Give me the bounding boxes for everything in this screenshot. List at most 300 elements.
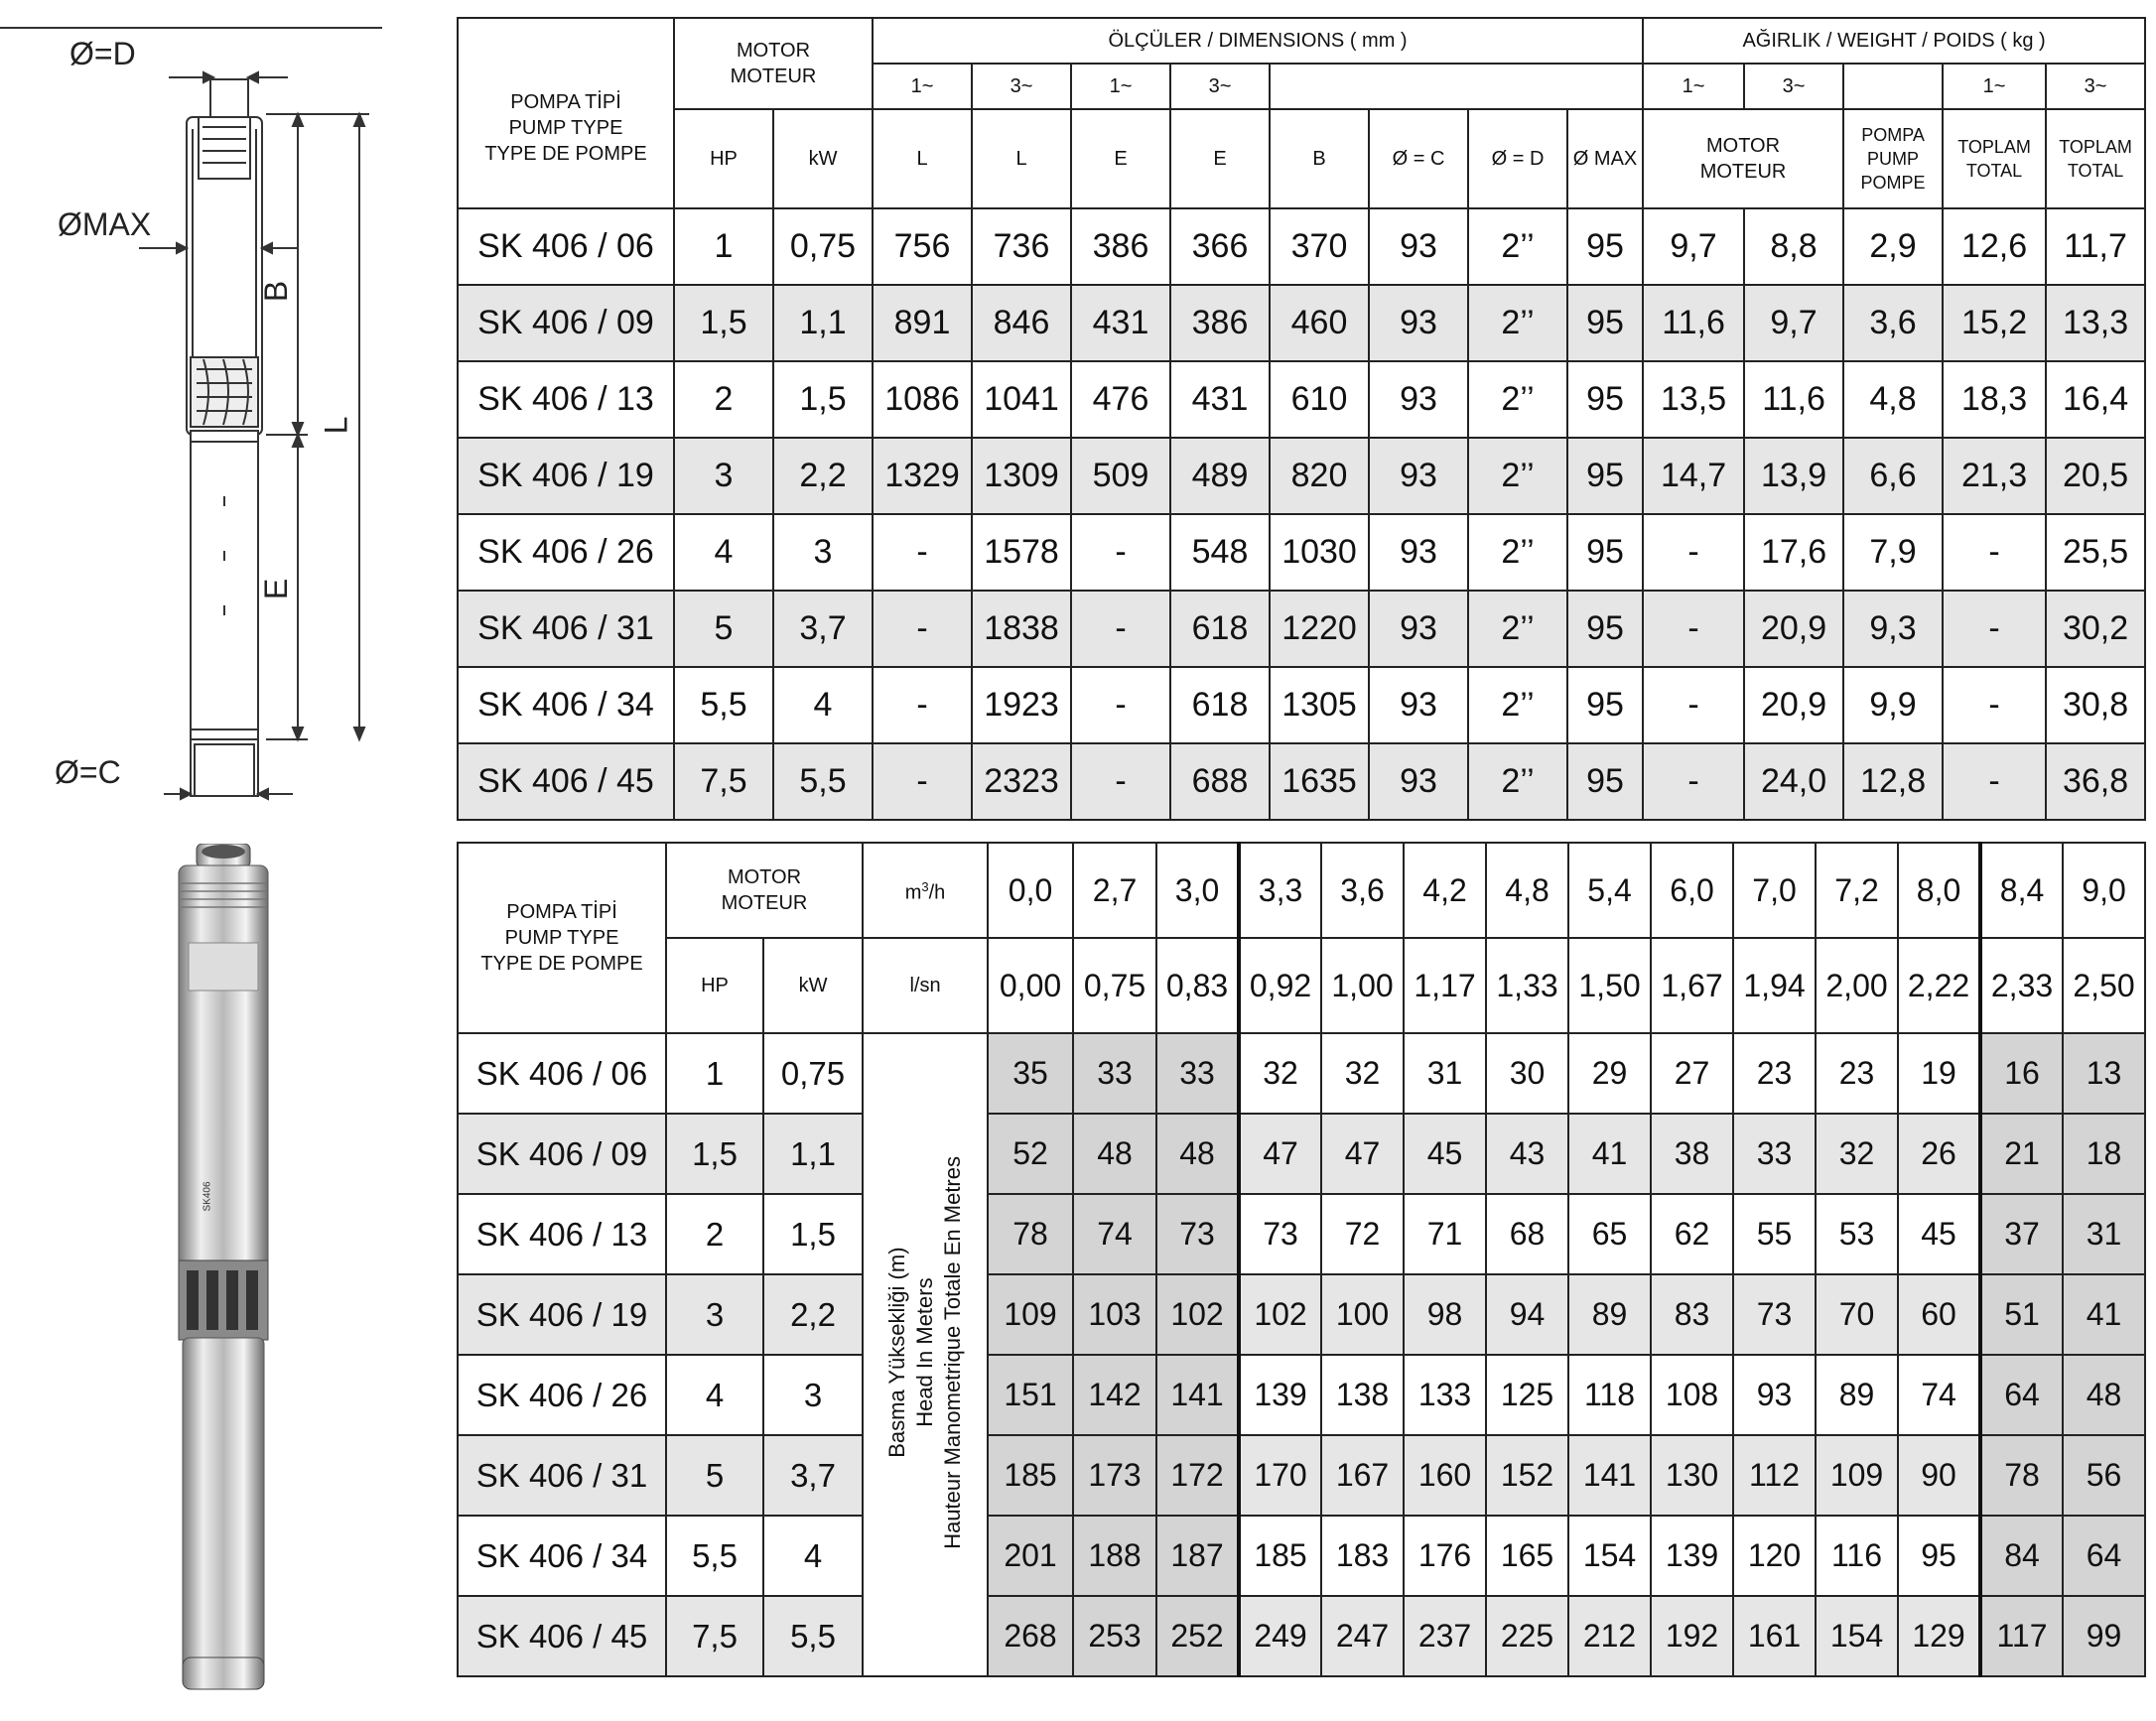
head-value-cell: 103 xyxy=(1073,1274,1156,1355)
value-cell: 1635 xyxy=(1270,743,1369,820)
head-value-cell: 112 xyxy=(1733,1435,1816,1516)
head-value-cell: 78 xyxy=(988,1194,1073,1274)
head-value-cell: 89 xyxy=(1568,1274,1651,1355)
flow-m3h-cell: 3,0 xyxy=(1156,843,1239,938)
value-cell: 18,3 xyxy=(1943,361,2046,438)
kw-cell: 2,2 xyxy=(763,1274,863,1355)
hp-cell: 2 xyxy=(666,1194,763,1274)
header-weight: AĞIRLIK / WEIGHT / POIDS ( kg ) xyxy=(1643,18,2145,64)
head-value-cell: 252 xyxy=(1156,1596,1239,1676)
head-value-cell: 73 xyxy=(1239,1194,1321,1274)
flow-m3h-cell: 0,0 xyxy=(988,843,1073,938)
value-cell: 9,9 xyxy=(1843,667,1943,743)
value-cell: 2,2 xyxy=(773,438,873,514)
pump-photo xyxy=(159,844,288,1697)
value-cell: 30,2 xyxy=(2046,591,2145,667)
head-value-cell: 139 xyxy=(1651,1516,1733,1596)
head-value-cell: 161 xyxy=(1733,1596,1816,1676)
pump-type-cell: SK 406 / 06 xyxy=(458,1033,666,1114)
head-value-cell: 72 xyxy=(1321,1194,1404,1274)
head-value-cell: 65 xyxy=(1568,1194,1651,1274)
header-pump-type: POMPA TİPİ PUMP TYPE TYPE DE POMPE xyxy=(458,18,674,208)
header-b: B xyxy=(1270,109,1369,208)
value-cell: 0,75 xyxy=(773,208,873,285)
flow-m3h-cell: 7,0 xyxy=(1733,843,1816,938)
unit-m3h-sup: 3 xyxy=(921,879,929,895)
flow-lsn-cell: 1,17 xyxy=(1404,938,1486,1033)
value-cell: 93 xyxy=(1369,208,1468,285)
dimensions-row xyxy=(458,591,2145,667)
head-value-cell: 30 xyxy=(1486,1033,1568,1114)
header-dimensions: ÖLÇÜLER / DIMENSIONS ( mm ) xyxy=(873,18,1643,64)
flow-lsn-cell: 0,00 xyxy=(988,938,1073,1033)
value-cell: 93 xyxy=(1369,743,1468,820)
value-cell: 460 xyxy=(1270,285,1369,361)
value-cell: 1041 xyxy=(972,361,1071,438)
head-value-cell: 83 xyxy=(1651,1274,1733,1355)
head-value-cell: 165 xyxy=(1486,1516,1568,1596)
header-total-1: TOPLAM TOTAL xyxy=(1943,109,2046,208)
value-cell: 1086 xyxy=(873,361,972,438)
header-c: Ø = C xyxy=(1369,109,1468,208)
flow-m3h-cell: 6,0 xyxy=(1651,843,1733,938)
value-cell: 7,9 xyxy=(1843,514,1943,591)
perf-header-motor: MOTOR MOTEUR xyxy=(666,843,863,938)
head-value-cell: 45 xyxy=(1404,1114,1486,1194)
head-value-cell: 48 xyxy=(2063,1355,2145,1435)
head-value-cell: 27 xyxy=(1651,1033,1733,1114)
value-cell: 1,1 xyxy=(773,285,873,361)
kw-cell: 1,5 xyxy=(763,1194,863,1274)
head-value-cell: 142 xyxy=(1073,1355,1156,1435)
value-cell: 24,0 xyxy=(1744,743,1843,820)
pump-type-cell: SK 406 / 26 xyxy=(458,1355,666,1435)
value-cell: 14,7 xyxy=(1643,438,1744,514)
value-cell: 1305 xyxy=(1270,667,1369,743)
pump-type-cell: SK 406 / 34 xyxy=(458,667,674,743)
value-cell: - xyxy=(1943,514,2046,591)
label-diameter-max: ØMAX xyxy=(58,206,152,242)
head-value-cell: 74 xyxy=(1898,1355,1980,1435)
value-cell: - xyxy=(1943,743,2046,820)
hp-cell: 1,5 xyxy=(666,1114,763,1194)
performance-row xyxy=(458,1435,2145,1516)
value-cell: 2’’ xyxy=(1468,591,1567,667)
value-cell: 1,5 xyxy=(773,361,873,438)
header-kw: kW xyxy=(773,109,873,208)
head-value-cell: 141 xyxy=(1156,1355,1239,1435)
value-cell: - xyxy=(1943,591,2046,667)
head-value-cell: 78 xyxy=(1980,1435,2063,1516)
phase-3-e: 3~ xyxy=(1170,64,1270,109)
head-value-cell: 37 xyxy=(1980,1194,2063,1274)
dimensions-row xyxy=(458,438,2145,514)
flow-lsn-cell: 0,92 xyxy=(1239,938,1321,1033)
value-cell: 36,8 xyxy=(2046,743,2145,820)
label-dim-l: L xyxy=(318,416,354,435)
value-cell: 2’’ xyxy=(1468,514,1567,591)
head-value-cell: 154 xyxy=(1816,1596,1898,1676)
head-value-cell: 160 xyxy=(1404,1435,1486,1516)
value-cell: - xyxy=(1071,667,1170,743)
head-value-cell: 170 xyxy=(1239,1435,1321,1516)
head-value-cell: 51 xyxy=(1980,1274,2063,1355)
flow-m3h-cell: 3,3 xyxy=(1239,843,1321,938)
head-value-cell: 237 xyxy=(1404,1596,1486,1676)
head-value-cell: 152 xyxy=(1486,1435,1568,1516)
label-diameter-d: Ø=D xyxy=(69,36,136,71)
head-value-cell: 31 xyxy=(2063,1194,2145,1274)
head-value-cell: 45 xyxy=(1898,1194,1980,1274)
value-cell: 4,8 xyxy=(1843,361,1943,438)
head-value-cell: 21 xyxy=(1980,1114,2063,1194)
header-hp: HP xyxy=(674,109,773,208)
head-value-cell: 100 xyxy=(1321,1274,1404,1355)
head-value-cell: 33 xyxy=(1156,1033,1239,1114)
unit-m3h: m xyxy=(904,881,922,904)
value-cell: 756 xyxy=(873,208,972,285)
pump-outline-svg xyxy=(0,0,417,814)
phase-1-e: 1~ xyxy=(1071,64,1170,109)
blank-cell xyxy=(1270,64,1643,109)
value-cell: 95 xyxy=(1567,285,1643,361)
head-value-cell: 93 xyxy=(1733,1355,1816,1435)
value-cell: 12,8 xyxy=(1843,743,1943,820)
value-cell: 476 xyxy=(1071,361,1170,438)
value-cell: 20,9 xyxy=(1744,667,1843,743)
flow-lsn-cell: 1,33 xyxy=(1486,938,1568,1033)
value-cell: 820 xyxy=(1270,438,1369,514)
label-diameter-c: Ø=C xyxy=(55,754,121,790)
flow-m3h-cell: 9,0 xyxy=(2063,843,2145,938)
value-cell: 1,5 xyxy=(674,285,773,361)
value-cell: 95 xyxy=(1567,361,1643,438)
value-cell: - xyxy=(1071,514,1170,591)
head-value-cell: 192 xyxy=(1651,1596,1733,1676)
header-e-3: E xyxy=(1170,109,1270,208)
performance-table xyxy=(457,842,2146,1677)
head-value-cell: 90 xyxy=(1898,1435,1980,1516)
pump-type-cell: SK 406 / 31 xyxy=(458,591,674,667)
value-cell: - xyxy=(1643,743,1744,820)
value-cell: 489 xyxy=(1170,438,1270,514)
head-value-cell: 62 xyxy=(1651,1194,1733,1274)
value-cell: 95 xyxy=(1567,514,1643,591)
value-cell: 12,6 xyxy=(1943,208,2046,285)
performance-row xyxy=(458,1114,2145,1194)
head-value-cell: 23 xyxy=(1816,1033,1898,1114)
head-value-cell: 47 xyxy=(1321,1114,1404,1194)
pump-type-cell: SK 406 / 26 xyxy=(458,514,674,591)
performance-row xyxy=(458,1033,2145,1114)
value-cell: - xyxy=(1643,667,1744,743)
head-value-cell: 133 xyxy=(1404,1355,1486,1435)
value-cell: 431 xyxy=(1170,361,1270,438)
value-cell: - xyxy=(873,743,972,820)
value-cell: - xyxy=(1071,591,1170,667)
flow-m3h-cell: 7,2 xyxy=(1816,843,1898,938)
kw-cell: 3,7 xyxy=(763,1435,863,1516)
value-cell: 3 xyxy=(674,438,773,514)
performance-row xyxy=(458,1516,2145,1596)
value-cell: 5,5 xyxy=(773,743,873,820)
value-cell: 11,7 xyxy=(2046,208,2145,285)
value-cell: 2323 xyxy=(972,743,1071,820)
head-value-cell: 129 xyxy=(1898,1596,1980,1676)
head-value-cell: 201 xyxy=(988,1516,1073,1596)
value-cell: 4 xyxy=(773,667,873,743)
blank-cell xyxy=(1843,64,1943,109)
dimensions-row xyxy=(458,667,2145,743)
value-cell: 93 xyxy=(1369,667,1468,743)
phase-3-motor-weight: 3~ xyxy=(1744,64,1843,109)
value-cell: 509 xyxy=(1071,438,1170,514)
head-value-cell: 187 xyxy=(1156,1516,1239,1596)
head-value-cell: 33 xyxy=(1733,1114,1816,1194)
value-cell: 13,9 xyxy=(1744,438,1843,514)
flow-lsn-cell: 1,00 xyxy=(1321,938,1404,1033)
flow-m3h-cell: 4,8 xyxy=(1486,843,1568,938)
value-cell: 1838 xyxy=(972,591,1071,667)
header-l-3: L xyxy=(972,109,1071,208)
head-value-cell: 109 xyxy=(988,1274,1073,1355)
value-cell: 93 xyxy=(1369,591,1468,667)
head-value-cell: 18 xyxy=(2063,1114,2145,1194)
head-value-cell: 52 xyxy=(988,1114,1073,1194)
head-value-cell: 32 xyxy=(1816,1114,1898,1194)
head-value-cell: 98 xyxy=(1404,1274,1486,1355)
flow-m3h-cell: 4,2 xyxy=(1404,843,1486,938)
pump-type-cell: SK 406 / 13 xyxy=(458,361,674,438)
hp-cell: 1 xyxy=(666,1033,763,1114)
hp-cell: 4 xyxy=(666,1355,763,1435)
value-cell: 4 xyxy=(674,514,773,591)
value-cell: 386 xyxy=(1071,208,1170,285)
pump-type-cell: SK 406 / 31 xyxy=(458,1435,666,1516)
flow-lsn-cell: 2,50 xyxy=(2063,938,2145,1033)
perf-header-m3h xyxy=(863,843,988,938)
hp-cell: 5,5 xyxy=(666,1516,763,1596)
value-cell: - xyxy=(1071,743,1170,820)
head-value-cell: 183 xyxy=(1321,1516,1404,1596)
head-value-cell: 33 xyxy=(1073,1033,1156,1114)
head-label: Basma Yüksekliği (m) Head In Meters Hauteur Manometrique Totale En Metres xyxy=(884,1155,966,1549)
phase-1-total: 1~ xyxy=(1943,64,2046,109)
header-e-1: E xyxy=(1071,109,1170,208)
value-cell: 1578 xyxy=(972,514,1071,591)
performance-row xyxy=(458,1274,2145,1355)
value-cell: 1 xyxy=(674,208,773,285)
head-value-cell: 167 xyxy=(1321,1435,1404,1516)
header-motor-weight: MOTOR MOTEUR xyxy=(1643,109,1843,208)
head-value-cell: 38 xyxy=(1651,1114,1733,1194)
performance-row xyxy=(458,1194,2145,1274)
head-value-cell: 41 xyxy=(2063,1274,2145,1355)
head-value-cell: 102 xyxy=(1239,1274,1321,1355)
kw-cell: 5,5 xyxy=(763,1596,863,1676)
value-cell: 25,5 xyxy=(2046,514,2145,591)
head-value-cell: 23 xyxy=(1733,1033,1816,1114)
value-cell: 3,7 xyxy=(773,591,873,667)
head-value-cell: 212 xyxy=(1568,1596,1651,1676)
head-value-cell: 154 xyxy=(1568,1516,1651,1596)
head-value-cell: 89 xyxy=(1816,1355,1898,1435)
perf-header-hp: HP xyxy=(666,938,763,1033)
flow-lsn-cell: 1,50 xyxy=(1568,938,1651,1033)
head-value-cell: 249 xyxy=(1239,1596,1321,1676)
head-value-cell: 116 xyxy=(1816,1516,1898,1596)
head-value-cell: 172 xyxy=(1156,1435,1239,1516)
pump-type-cell: SK 406 / 06 xyxy=(458,208,674,285)
label-dim-e: E xyxy=(258,578,295,600)
head-value-cell: 56 xyxy=(2063,1435,2145,1516)
head-value-cell: 84 xyxy=(1980,1516,2063,1596)
dimensions-row xyxy=(458,208,2145,285)
value-cell: 3 xyxy=(773,514,873,591)
head-value-cell: 31 xyxy=(1404,1033,1486,1114)
pump-photo-svg xyxy=(159,844,288,1697)
head-value-cell: 141 xyxy=(1568,1435,1651,1516)
flow-lsn-cell: 2,22 xyxy=(1898,938,1980,1033)
value-cell: 11,6 xyxy=(1643,285,1744,361)
head-value-cell: 43 xyxy=(1486,1114,1568,1194)
value-cell: 366 xyxy=(1170,208,1270,285)
value-cell: 5 xyxy=(674,591,773,667)
phase-1-l: 1~ xyxy=(873,64,972,109)
head-value-cell: 35 xyxy=(988,1033,1073,1114)
head-value-cell: 64 xyxy=(2063,1516,2145,1596)
head-value-cell: 74 xyxy=(1073,1194,1156,1274)
head-value-cell: 109 xyxy=(1816,1435,1898,1516)
head-value-cell: 29 xyxy=(1568,1033,1651,1114)
head-value-cell: 32 xyxy=(1239,1033,1321,1114)
value-cell: 95 xyxy=(1567,208,1643,285)
flow-m3h-cell: 8,0 xyxy=(1898,843,1980,938)
value-cell: 93 xyxy=(1369,438,1468,514)
value-cell: 8,8 xyxy=(1744,208,1843,285)
value-cell: 5,5 xyxy=(674,667,773,743)
head-value-cell: 16 xyxy=(1980,1033,2063,1114)
head-value-cell: 60 xyxy=(1898,1274,1980,1355)
perf-header-lsn: l/sn xyxy=(863,938,988,1033)
head-value-cell: 26 xyxy=(1898,1114,1980,1194)
phase-3-l: 3~ xyxy=(972,64,1071,109)
head-value-cell: 108 xyxy=(1651,1355,1733,1435)
value-cell: 386 xyxy=(1170,285,1270,361)
kw-cell: 4 xyxy=(763,1516,863,1596)
value-cell: 846 xyxy=(972,285,1071,361)
value-cell: 30,8 xyxy=(2046,667,2145,743)
head-value-cell: 70 xyxy=(1816,1274,1898,1355)
flow-m3h-cell: 5,4 xyxy=(1568,843,1651,938)
header-d: Ø = D xyxy=(1468,109,1567,208)
dimension-drawing xyxy=(0,0,417,814)
pump-type-cell: SK 406 / 09 xyxy=(458,285,674,361)
head-value-cell: 138 xyxy=(1321,1355,1404,1435)
hp-cell: 3 xyxy=(666,1274,763,1355)
kw-cell: 0,75 xyxy=(763,1033,863,1114)
perf-header-pump-type: POMPA TİPİ PUMP TYPE TYPE DE POMPE xyxy=(458,843,666,1033)
kw-cell: 3 xyxy=(763,1355,863,1435)
head-value-cell: 64 xyxy=(1980,1355,2063,1435)
value-cell: - xyxy=(873,667,972,743)
value-cell: 16,4 xyxy=(2046,361,2145,438)
pump-type-cell: SK 406 / 45 xyxy=(458,1596,666,1676)
value-cell: 736 xyxy=(972,208,1071,285)
value-cell: 2’’ xyxy=(1468,438,1567,514)
pump-type-cell: SK 406 / 19 xyxy=(458,438,674,514)
value-cell: 2’’ xyxy=(1468,743,1567,820)
dimensions-body xyxy=(458,208,2145,820)
head-value-cell: 151 xyxy=(988,1355,1073,1435)
value-cell: 95 xyxy=(1567,743,1643,820)
value-cell: 2’’ xyxy=(1468,667,1567,743)
header-max: Ø MAX xyxy=(1567,109,1643,208)
head-value-cell: 19 xyxy=(1898,1033,1980,1114)
value-cell: - xyxy=(1643,591,1744,667)
header-total-3: TOPLAM TOTAL xyxy=(2046,109,2145,208)
value-cell: 891 xyxy=(873,285,972,361)
flow-m3h-cell: 2,7 xyxy=(1073,843,1156,938)
value-cell: - xyxy=(873,514,972,591)
dimensions-row xyxy=(458,285,2145,361)
value-cell: 618 xyxy=(1170,591,1270,667)
unit-m3h-tail: /h xyxy=(928,881,946,904)
head-value-cell: 120 xyxy=(1733,1516,1816,1596)
value-cell: 93 xyxy=(1369,361,1468,438)
head-value-cell: 130 xyxy=(1651,1435,1733,1516)
dimensions-row xyxy=(458,361,2145,438)
head-value-cell: 102 xyxy=(1156,1274,1239,1355)
value-cell: 20,9 xyxy=(1744,591,1843,667)
value-cell: 1309 xyxy=(972,438,1071,514)
head-label-cell xyxy=(863,1033,988,1676)
value-cell: 7,5 xyxy=(674,743,773,820)
head-value-cell: 48 xyxy=(1156,1114,1239,1194)
head-value-cell: 32 xyxy=(1321,1033,1404,1114)
head-value-cell: 117 xyxy=(1980,1596,2063,1676)
value-cell: 688 xyxy=(1170,743,1270,820)
pump-type-cell: SK 406 / 13 xyxy=(458,1194,666,1274)
header-l-1: L xyxy=(873,109,972,208)
head-value-cell: 176 xyxy=(1404,1516,1486,1596)
value-cell: 20,5 xyxy=(2046,438,2145,514)
value-cell: 9,7 xyxy=(1744,285,1843,361)
head-value-cell: 173 xyxy=(1073,1435,1156,1516)
value-cell: 2’’ xyxy=(1468,208,1567,285)
value-cell: 6,6 xyxy=(1843,438,1943,514)
dimensions-weight-table xyxy=(457,17,2146,821)
head-value-cell: 139 xyxy=(1239,1355,1321,1435)
value-cell: 2,9 xyxy=(1843,208,1943,285)
value-cell: 95 xyxy=(1567,591,1643,667)
performance-body xyxy=(458,1033,2145,1676)
value-cell: 17,6 xyxy=(1744,514,1843,591)
header-pump-weight: POMPA PUMP POMPE xyxy=(1843,109,1943,208)
head-value-cell: 99 xyxy=(2063,1596,2145,1676)
head-value-cell: 47 xyxy=(1239,1114,1321,1194)
head-value-cell: 13 xyxy=(2063,1033,2145,1114)
value-cell: 370 xyxy=(1270,208,1369,285)
value-cell: - xyxy=(1643,514,1744,591)
head-value-cell: 73 xyxy=(1156,1194,1239,1274)
value-cell: 2 xyxy=(674,361,773,438)
kw-cell: 1,1 xyxy=(763,1114,863,1194)
value-cell: 1329 xyxy=(873,438,972,514)
flow-lsn-cell: 2,00 xyxy=(1816,938,1898,1033)
pump-type-cell: SK 406 / 09 xyxy=(458,1114,666,1194)
value-cell: 548 xyxy=(1170,514,1270,591)
